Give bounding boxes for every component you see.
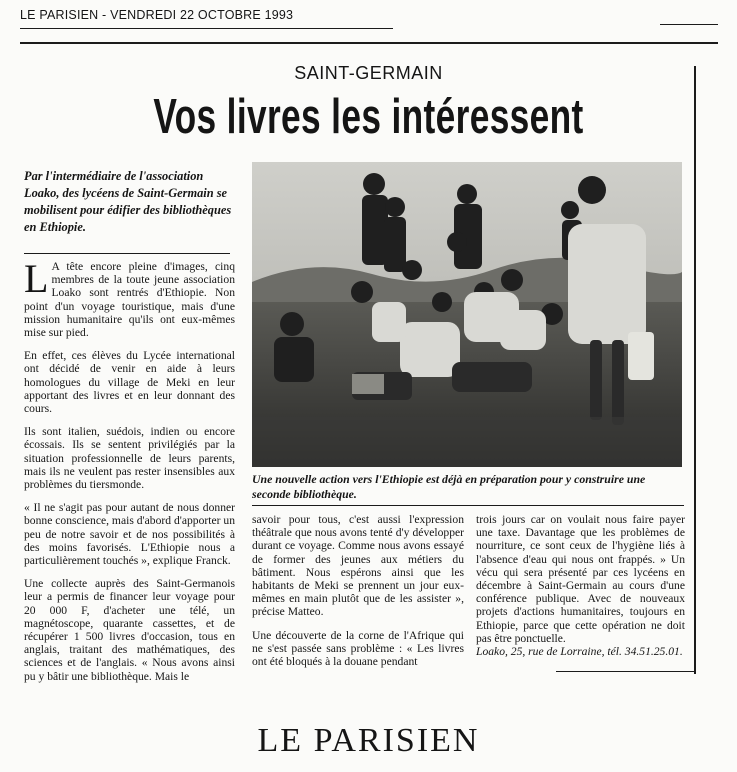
article-title: Vos livres les intéressent [153, 90, 584, 144]
paragraph: Une découverte de la corne de l'Afrique qui ne s'est passée sans problème : « Les livres ont été bloqués à la douane pendant [252, 628, 464, 669]
caption-rule [252, 505, 684, 506]
drop-cap: L [24, 256, 49, 301]
paragraph: savoir pour tous, c'est aussi l'expression théâtrale que nous avons tenté d'y développer durant ce voyage. Comme nous avons essayé de former des jeunes aux métiers du bâtiment. Nous espérons ainsi que les habitants de Meki se prennent un jour eux-mêmes en main plutôt que de les assister », précise Matteo. [252, 513, 464, 619]
paragraph: En effet, ces élèves du Lycée international ont décidé de venir en aide à leurs homologues du village de Meki en leur apportant des livres et en leur donnant des cours. [24, 349, 235, 416]
footer-rule [556, 671, 694, 672]
footer-publication-name: LE PARISIEN [257, 722, 480, 759]
article-column-1 [24, 256, 235, 693]
paragraph: Ils sont italien, suédois, indien ou encore écossais. Ils se sentent privilégiés par la situation professionnelle de leurs parents, mais ils ne veulent pas rester insensibles aux problèmes du tiersmonde. [24, 425, 235, 492]
header-rule-long [20, 42, 718, 44]
article-photo [252, 162, 682, 467]
paragraph [24, 256, 235, 340]
article-column-3 [476, 513, 685, 668]
paragraph: Une collecte auprès des Saint-Germanois leur a permis de financer leur voyage pour 20 000 F, d'acheter une télé, un magnétoscope, quarante cassettes, et de récupérer 1 500 livres d'occasion, tous en anglais, traitant des mathématiques, des sciences et de l'anglais. « Nous avons ainsi pu y bâtir une bibliothèque. Mais le [24, 577, 235, 683]
column-rule-right [694, 66, 696, 674]
header-rule-short [20, 28, 393, 29]
photo-children-group [252, 162, 682, 467]
article-signature: Loako, 25, rue de Lorraine, tél. 34.51.25.01. [476, 645, 683, 659]
paragraph: trois jours car on voulait nous faire payer une taxe. Davantage que les problèmes de nourriture, ce sont ceux de l'hygiène liés à l'absence d'eau qui nous ont frappés. » Un vécu qui sera présenté par ces lycéens en décembre à Saint-Germain au cours d'une conférence publique. Avec de nouveaux projets d'actions humanitaires, toujours en Ethiopie, parce que cette opération ne doit pas être ponctuelle. [476, 513, 685, 645]
paragraph: « Il ne s'agit pas pour autant de nous donner bonne conscience, mais d'abord d'apporter un peu de notre savoir et de nos possibilités à des moins favorisés. L'Ethiopie nous a particulièrement touchés », explique Franck. [24, 501, 235, 568]
header-date-line: LE PARISIEN - VENDREDI 22 OCTOBRE 1993 [20, 8, 294, 22]
article-intro: Par l'intermédiaire de l'association Loako, des lycéens de Saint-Germain se mobilisent pour édifier des bibliothèques en Ethiopie. [24, 169, 232, 234]
paragraph-text: A tête encore pleine d'images, cinq membres de la toute jeune association Loako sont rentrés d'Ethiopie. Non point d'un voyage touristique, mais d'une mission humanitaire qu'ils ont eux-mêmes mise sur pied. [24, 260, 235, 340]
article-kicker: SAINT-GERMAIN [294, 63, 443, 83]
intro-rule [24, 253, 230, 254]
article-column-2 [252, 513, 464, 678]
header-rule-right [660, 24, 718, 25]
photo-caption: Une nouvelle action vers l'Ethiopie est déjà en préparation pour y construire une seconde bibliothèque. [252, 472, 646, 501]
